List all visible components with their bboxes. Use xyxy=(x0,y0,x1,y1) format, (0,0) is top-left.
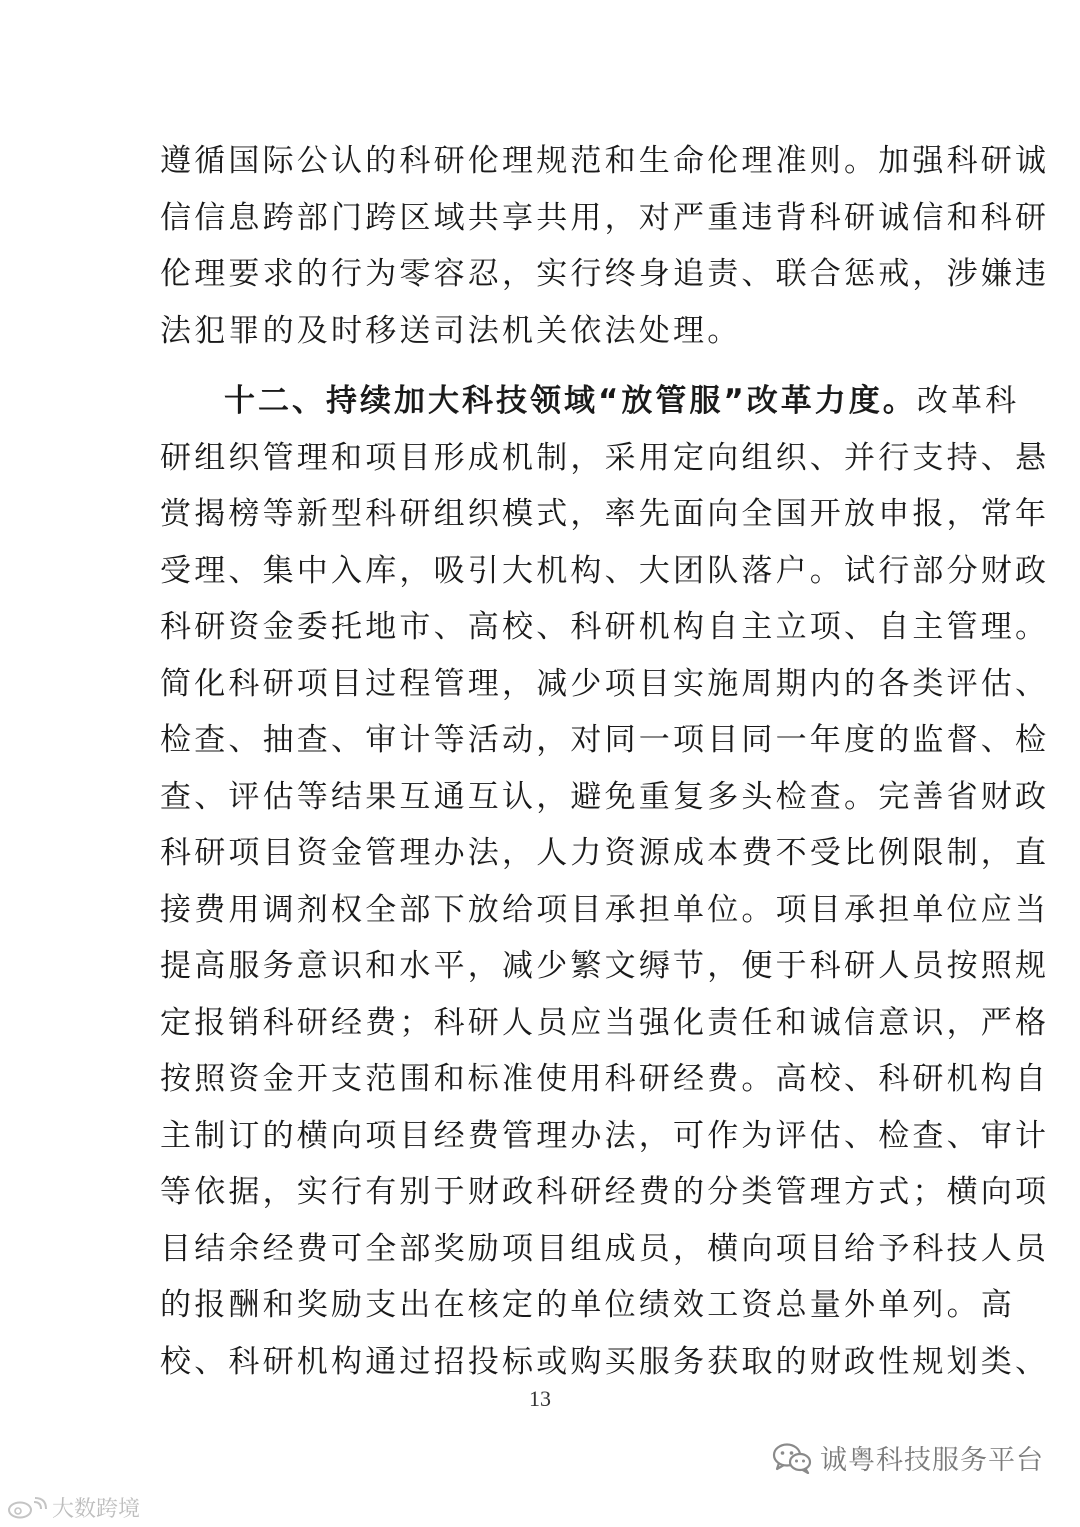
paragraph-2-line-14: 主制订的横向项目经费管理办法，可作为评估、检查、审计 xyxy=(160,1117,1050,1154)
weibo-account-name: 大数跨境 xyxy=(52,1497,141,1522)
paragraph-2-line-7: 检查、抽查、审计等活动，对同一项目同一年度的监督、检 xyxy=(160,722,1050,758)
paragraph-2-line-5: 科研资金委托地市、高校、科研机构自主立项、自主管理。 xyxy=(160,609,1050,645)
paragraph-1-line-1: 遵循国际公认的科研伦理规范和生命伦理准则。加强科研诚 xyxy=(160,143,1050,179)
paragraph-2-line-10: 接费用调剂权全部下放给项目承担单位。项目承担单位应当 xyxy=(160,891,1050,928)
paragraph-2-line-15: 等依据，实行有别于财政科研经费的分类管理方式；横向项 xyxy=(160,1174,1050,1210)
paragraph-2-line-1 xyxy=(160,373,1020,430)
paragraph-2-line-11: 提高服务意识和水平，减少繁文缛节，便于科研人员按照规 xyxy=(160,948,1050,984)
paragraph-2-line-12: 定报销科研经费；科研人员应当强化责任和诚信意识，严格 xyxy=(160,1004,1050,1041)
paragraph-2-line-9: 科研项目资金管理办法，人力资源成本费不受比例限制，直 xyxy=(160,835,1050,871)
paragraph-1-line-3: 伦理要求的行为零容忍，实行终身追责、联合惩戒，涉嫌违 xyxy=(160,256,1050,292)
paragraph-2-line-8: 查、评估等结果互通互认，避免重复多头检查。完善省财政 xyxy=(160,778,1050,815)
paragraph-2-line-3: 赏揭榜等新型科研组织模式，率先面向全国开放申报，常年 xyxy=(160,496,1050,532)
paragraph-1-line-4: 法犯罪的及时移送司法机关依法处理。 xyxy=(160,312,742,349)
page-number: 13 xyxy=(529,1386,551,1411)
paragraph-2-line-13: 按照资金开支范围和标准使用科研经费。高校、科研机构自 xyxy=(160,1061,1050,1097)
weibo-watermark xyxy=(6,1492,140,1523)
paragraph-2-line-16: 目结余经费可全部奖励项目组成员，横向项目给予科技人员 xyxy=(160,1230,1050,1267)
section-heading: 十二、持续加大科技领域“放管服”改革力度。 xyxy=(224,383,917,419)
paragraph-2-line-6: 简化科研项目过程管理，减少项目实施周期内的各类评估、 xyxy=(160,665,1050,702)
document-body xyxy=(160,133,1050,1390)
wechat-icon xyxy=(772,1442,812,1474)
paragraph-2-line-2: 研组织管理和项目形成机制，采用定向组织、并行支持、悬 xyxy=(160,439,1050,476)
wechat-watermark xyxy=(772,1438,1044,1477)
paragraph-2-line-17: 的报酬和奖励支出在核定的单位绩效工资总量外单列。高 xyxy=(160,1287,1015,1323)
paragraph-2-line-18: 校、科研机构通过招投标或购买服务获取的财政性规划类、 xyxy=(160,1343,1050,1380)
weibo-logo-icon xyxy=(6,1496,48,1520)
paragraph-2-line-4: 受理、集中入库，吸引大机构、大团队落户。试行部分财政 xyxy=(160,552,1050,589)
paragraph-1-line-2: 信信息跨部门跨区域共享共用，对严重违背科研诚信和科研 xyxy=(160,199,1050,236)
wechat-account-name: 诚粤科技服务平台 xyxy=(820,1445,1044,1476)
paragraph-2-line-1-text: 改革科 xyxy=(916,383,1020,419)
